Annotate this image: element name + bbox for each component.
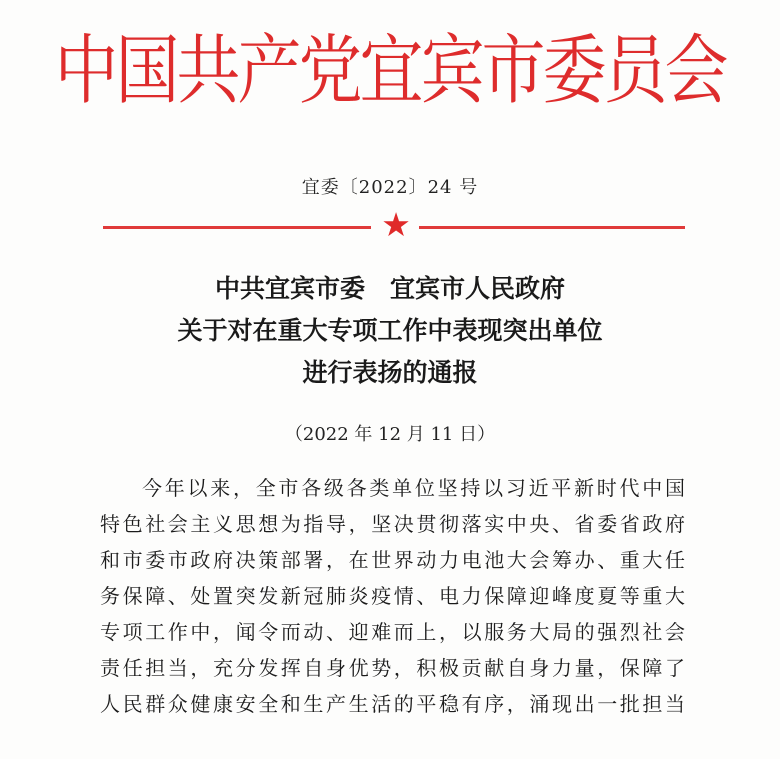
star-icon: ★: [381, 205, 411, 244]
body-line: 责任担当，充分发挥自身优势，积极贡献自身力量，保障了: [100, 656, 685, 680]
body-line: 特色社会主义思想为指导，坚决贯彻落实中央、省委省政府: [100, 512, 685, 536]
body-paragraph: [100, 470, 685, 722]
body-line: 人民群众健康安全和生产生活的平稳有序，涌现出一批担当: [100, 692, 685, 716]
body-line: 今年以来，全市各级各类单位坚持以习近平新时代中国: [142, 476, 685, 500]
body-line: 专项工作中，闻令而动、迎难而上，以服务大局的强烈社会: [100, 620, 685, 644]
notice-title-line: 中共宜宾市委 宜宾市人民政府: [214, 274, 565, 303]
notice-title: [0, 268, 780, 394]
notice-title-line: 进行表扬的通报: [302, 358, 478, 387]
notice-title-line: 关于对在重大专项工作中表现突出单位: [177, 316, 603, 345]
red-divider-right: [419, 226, 685, 229]
notice-date: （2022 年 12 月 11 日）: [284, 424, 496, 445]
body-line: 务保障、处置突发新冠肺炎疫情、电力保障迎峰度夏等重大: [100, 584, 685, 608]
organization-header: 中国共产党宜宾市委员会: [54, 27, 726, 116]
document-number: 宜委〔2022〕24 号: [301, 177, 479, 198]
body-line: 和市委市政府决策部署，在世界动力电池大会筹办、重大任: [100, 548, 685, 572]
red-divider-left: [103, 226, 371, 229]
